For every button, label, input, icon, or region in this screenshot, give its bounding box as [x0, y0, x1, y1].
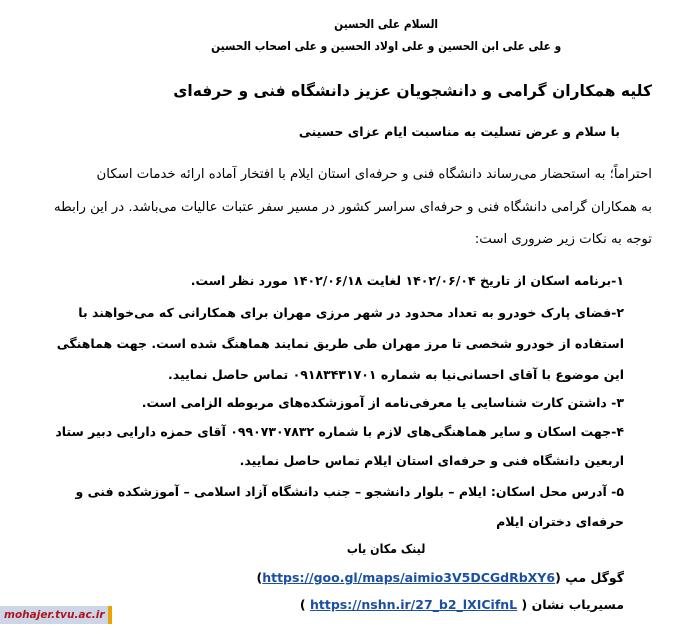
neshan-link[interactable]: https://nshn.ir/27_b2_lXICifnL — [309, 597, 518, 612]
intro-line-1: احتراماً؛ به استحضار می‌رساند دانشگاه فنی و حرفه‌ای استان ایلام با افتخار آماده ارائه خدمات اسکان — [96, 167, 652, 182]
neshan-line — [300, 597, 624, 612]
list-item-1: ۱-برنامه اسکان از تاریخ ۱۴۰۲/۰۶/۰۴ لغایت ۱۴۰۲/۰۶/۱۸ مورد نظر است. — [190, 273, 624, 288]
list-item-5-cont: حرفه‌ای دختران ایلام — [496, 514, 624, 529]
list-item-2-cont-1: استفاده از خودرو شخصی تا مرز مهران طی طریق نمایند هماهنگ شده است. جهت هماهنگی — [56, 336, 624, 351]
location-heading: لینک مکان یاب — [346, 541, 426, 556]
greeting-line-1: السلام علی الحسین — [334, 17, 439, 31]
intro-line-2: به همکاران گرامی دانشگاه فنی و حرفه‌ای سراسر کشور در مسیر سفر عتبات عالیات می‌باشد. در این رابطه — [54, 200, 652, 215]
greeting-line-2: و علی علی ابن الحسین و علی اولاد الحسین و علی اصحاب الحسین — [211, 39, 562, 53]
neshan-close-paren: ) — [299, 597, 306, 612]
list-item-4-cont: اربعین دانشگاه فنی و حرفه‌ای استان ایلام تماس حاصل نمایید. — [239, 453, 624, 468]
google-maps-close-paren: ) — [256, 570, 263, 585]
google-maps-line — [256, 570, 624, 585]
neshan-open-paren: ( — [521, 597, 528, 612]
list-item-2: ۲-فضای پارک خودرو به تعداد محدود در شهر مرزی مهران برای همکارانی که می‌خواهند با — [78, 305, 624, 320]
list-item-5: ۵- آدرس محل اسکان: ایلام – بلوار دانشجو – جنب دانشگاه آزاد اسلامی – آموزشکده فنی و — [75, 484, 624, 499]
list-item-3: ۳- داشتن کارت شناسایی یا معرفی‌نامه از آموزشکده‌های مربوطه الزامی است. — [141, 395, 624, 410]
salutation: با سلام و عرض تسلیت به مناسبت ایام عزای حسینی — [298, 124, 620, 139]
google-maps-label: گوگل مپ — [565, 570, 624, 585]
google-maps-open-paren: ( — [555, 570, 561, 585]
intro-line-3: توجه به نکات زیر ضروری است: — [474, 232, 652, 247]
document-title: کلیه همکاران گرامی و دانشجویان عزیز دانشگاه فنی و حرفه‌ای — [173, 82, 652, 100]
list-item-4: ۴-جهت اسکان و سایر هماهنگی‌های لازم با شماره ۰۹۹۰۷۳۰۷۸۳۲ آقای حمزه دارایی دبیر ستاد — [55, 424, 624, 439]
google-maps-link[interactable]: https://goo.gl/maps/aimio3V5DCGdRbXY6 — [262, 570, 556, 585]
site-watermark: mohajer.tvu.ac.ir — [0, 606, 112, 624]
list-item-2-cont-2: این موضوع با آقای احسانی‌نیا به شماره ۰۹۱۸۳۴۳۱۷۰۱ تماس حاصل نمایید. — [168, 367, 624, 382]
neshan-label: مسیریاب نشان — [531, 597, 624, 612]
